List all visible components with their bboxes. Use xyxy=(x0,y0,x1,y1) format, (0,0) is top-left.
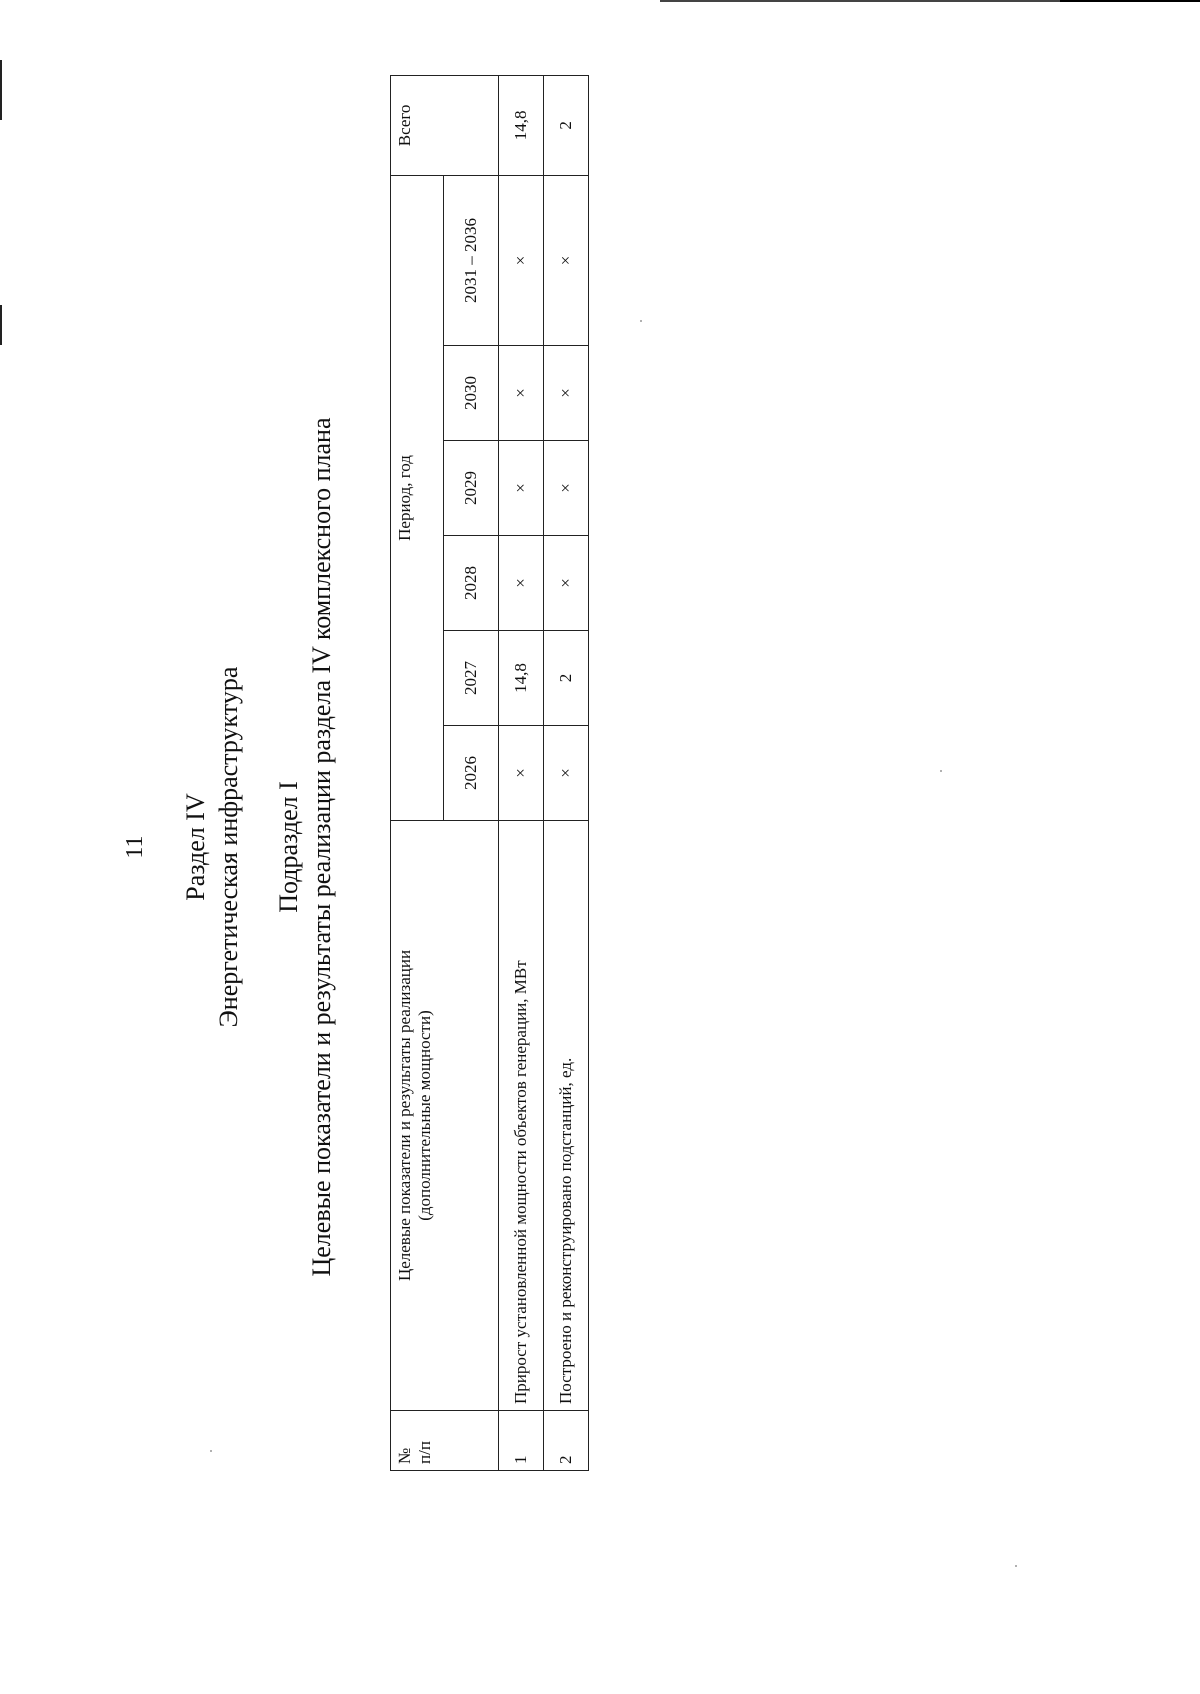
row-value: × xyxy=(544,536,589,631)
header-year: 2027 xyxy=(444,631,499,726)
row-indicator: Построено и реконструировано подстанций, ед. xyxy=(544,821,589,1411)
header-num-line1: № xyxy=(395,1447,414,1464)
row-total: 2 xyxy=(544,75,589,175)
page-number: 11 xyxy=(122,835,148,859)
table-row xyxy=(499,75,544,1470)
header-period: Период, год xyxy=(391,175,444,820)
row-total: 14,8 xyxy=(499,75,544,175)
row-value: × xyxy=(544,726,589,821)
subsection-label: Подраздел I xyxy=(274,781,303,913)
header-year: 2029 xyxy=(444,441,499,536)
row-value: 14,8 xyxy=(499,631,544,726)
table-row xyxy=(544,75,589,1470)
header-indicator-line1: Целевые показатели и результаты реализации xyxy=(395,949,414,1282)
header-indicator xyxy=(391,821,499,1411)
section-name: Энергетическая инфраструктура xyxy=(214,666,243,1028)
subsection-title: Целевые показатели и результаты реализации раздела IV комплексного плана xyxy=(307,417,336,1277)
row-value: × xyxy=(544,441,589,536)
row-value: × xyxy=(499,441,544,536)
row-value: × xyxy=(499,536,544,631)
indicators-table xyxy=(390,75,589,1471)
row-value: × xyxy=(499,726,544,821)
header-num xyxy=(391,1411,499,1471)
row-value: × xyxy=(544,346,589,441)
header-total: Всего xyxy=(391,75,499,175)
row-value: × xyxy=(544,175,589,345)
row-indicator: Прирост установленной мощности объектов генерации, МВт xyxy=(499,821,544,1411)
header-indicator-line2: (дополнительные мощности) xyxy=(415,1010,434,1221)
row-value: 2 xyxy=(544,631,589,726)
row-num: 2 xyxy=(544,1411,589,1471)
row-value: × xyxy=(499,346,544,441)
header-num-line2: п/п xyxy=(415,1441,434,1464)
header-year-range: 2031 – 2036 xyxy=(444,175,499,345)
row-value: × xyxy=(499,175,544,345)
section-label: Раздел IV xyxy=(181,793,210,901)
header-year: 2026 xyxy=(444,726,499,821)
header-year: 2030 xyxy=(444,346,499,441)
row-num: 1 xyxy=(499,1411,544,1471)
header-year: 2028 xyxy=(444,536,499,631)
table-header-row xyxy=(391,75,444,1470)
